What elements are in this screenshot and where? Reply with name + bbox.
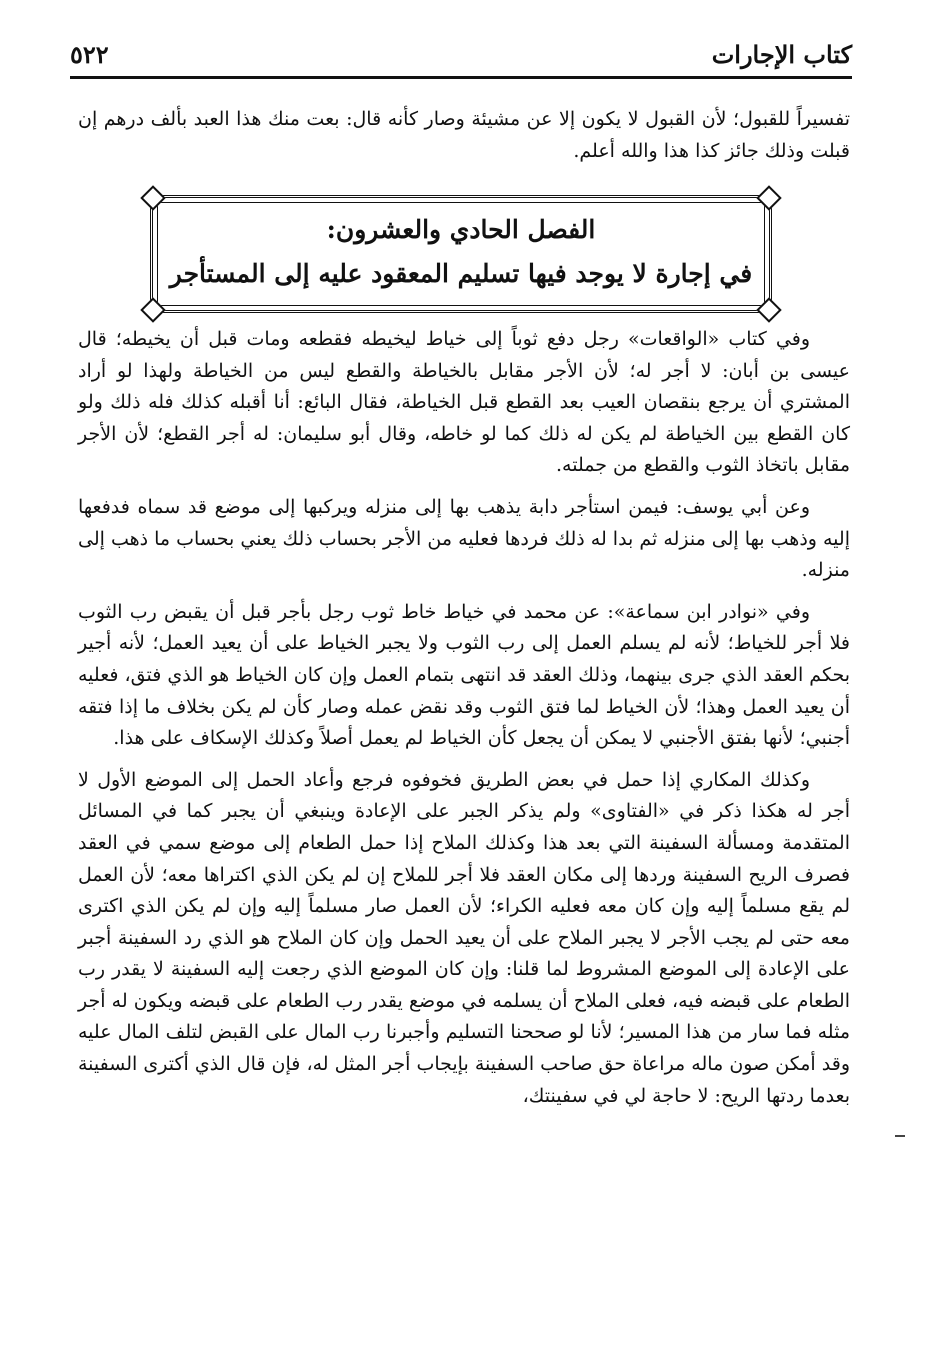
page-number: ٥٢٢ xyxy=(70,40,109,69)
paragraph: وعن أبي يوسف: فيمن استأجر دابة يذهب بها إلى منزله ويركبها إلى موضع قد سماه فدفعها إليه وذهب بها إلى منزله ثم بدا له ذلك فردها فعليه من الأجر بحساب ذلك يعني بحساب ما ذهب إلى منزله. xyxy=(78,495,850,582)
chapter-subtitle: في إجارة لا يوجد فيها تسليم المعقود عليه إلى المستأجر xyxy=(169,259,753,288)
frame-ornament xyxy=(756,297,781,322)
page-header xyxy=(70,40,852,79)
margin-mark xyxy=(895,1135,905,1137)
frame-ornament xyxy=(756,185,781,210)
paragraph: وكذلك المكاري إذا حمل في بعض الطريق فخوفوه فرجع وأعاد الحمل إلى الموضع الأول لا أجر له هكذا ذكر في «الفتاوى» ولم يذكر الجبر على الإعادة وينبغي أن يجبر كما في المسائل المتقدمة ومسألة السفينة التي بعد هذا وكذلك الملاح إذا حمل الطعام إلى موضع سمي في العقد فصرف الريح السفينة وردها إلى مكان العقد فلا أجر للملاح إن لم يكن الذي اكتراها معه؛ لأن العمل لم يقع مسلماً إليه وإن كان معه فعليه الكراء؛ لأن العمل صار مسلماً إليه وإن لم يكن الذي اكترى معه حتى لم يجب الأجر لا يجبر الملاح على أن يعيد الحمل وإن كان الملاح هو الذي رد السفينة أجبر على الإعادة إلى الموضع المشروط لما قلنا: وإن كان الموضع الذي رجعت إليه السفينة لا يقدر رب الطعام على قبضه فيه، فعلى الملاح أن يسلمه في موضع يقدر رب الطعام على قبضه ويكون له أجر مثله فما سار من هذا المسير؛ لأنا لو صححنا التسليم وأجبرنا رب المال على القبض لتلف المال عليه وقد أمكن صون ماله مراعاة حق صاحب السفينة بإيجاب أجر المثل له، فإن قال الذي أكترى السفينة بعدما ردتها الريح: لا حاجة لي في سفينتك، xyxy=(78,768,850,1107)
frame-ornament xyxy=(140,297,165,322)
paragraph: وفي كتاب «الواقعات» رجل دفع ثوباً إلى خياط ليخيطه فقطعه ومات قبل أن يخيطه؛ قال عيسى بن أبان: لا أجر له؛ لأن الأجر مقابل بالخياطة والقطع ليس من الخياطة ولهذا لو أراد المشتري أن يرجع بنقصان العيب بعد القطع قبل الخياطة، فقال البائع: أنا أقبله كذلك فله ذلك ولو كان القطع بين الخياطة لم يكن له ذلك كما لو خاطه، وقال أبو سليمان: له أجر القطع؛ لأن الأجر مقابل باتخاذ الثوب والقطع من جملته. xyxy=(78,328,850,477)
paragraph: وفي «نوادر ابن سماعة»: عن محمد في خياط خاط ثوب رجل بأجر قبل أن يقبض رب الثوب فلا أجر للخياط؛ لأنه لم يسلم العمل إلى رب الثوب ولا يجبر الخياط على أن يعيد العمل؛ لأنه أجير بحكم العقد الذي جرى بينهما، وذلك العقد قد انتهى بتمام العمل وإن كان الخياط هو الذي فتق، فعليه أن يعيد العمل وهذا؛ لأن الخياط لما فتق الثوب وقد نقض عمله وصار كأن لم يكن بخلاف ما إذا فتقه أجنبي؛ لأنها بفتق الأجنبي لا يمكن أن يجعل كأن الخياط لم يعمل أصلاً وكذلك الإسكاف على هذا. xyxy=(78,600,850,750)
main-text-block xyxy=(78,324,850,1122)
running-title: كتاب الإجارات xyxy=(711,40,852,69)
chapter-title: الفصل الحادي والعشرون: xyxy=(326,215,596,244)
frame-ornament xyxy=(140,185,165,210)
intro-text-block xyxy=(78,104,850,177)
intro-paragraph: تفسيراً للقبول؛ لأن القبول لا يكون إلا عن مشيئة وصار كأنه قال: بعت منك هذا العبد بألف درهم إن قبلت وذلك جائز كذا هذا والله أعلم. xyxy=(78,108,850,162)
chapter-title-frame xyxy=(150,195,772,313)
